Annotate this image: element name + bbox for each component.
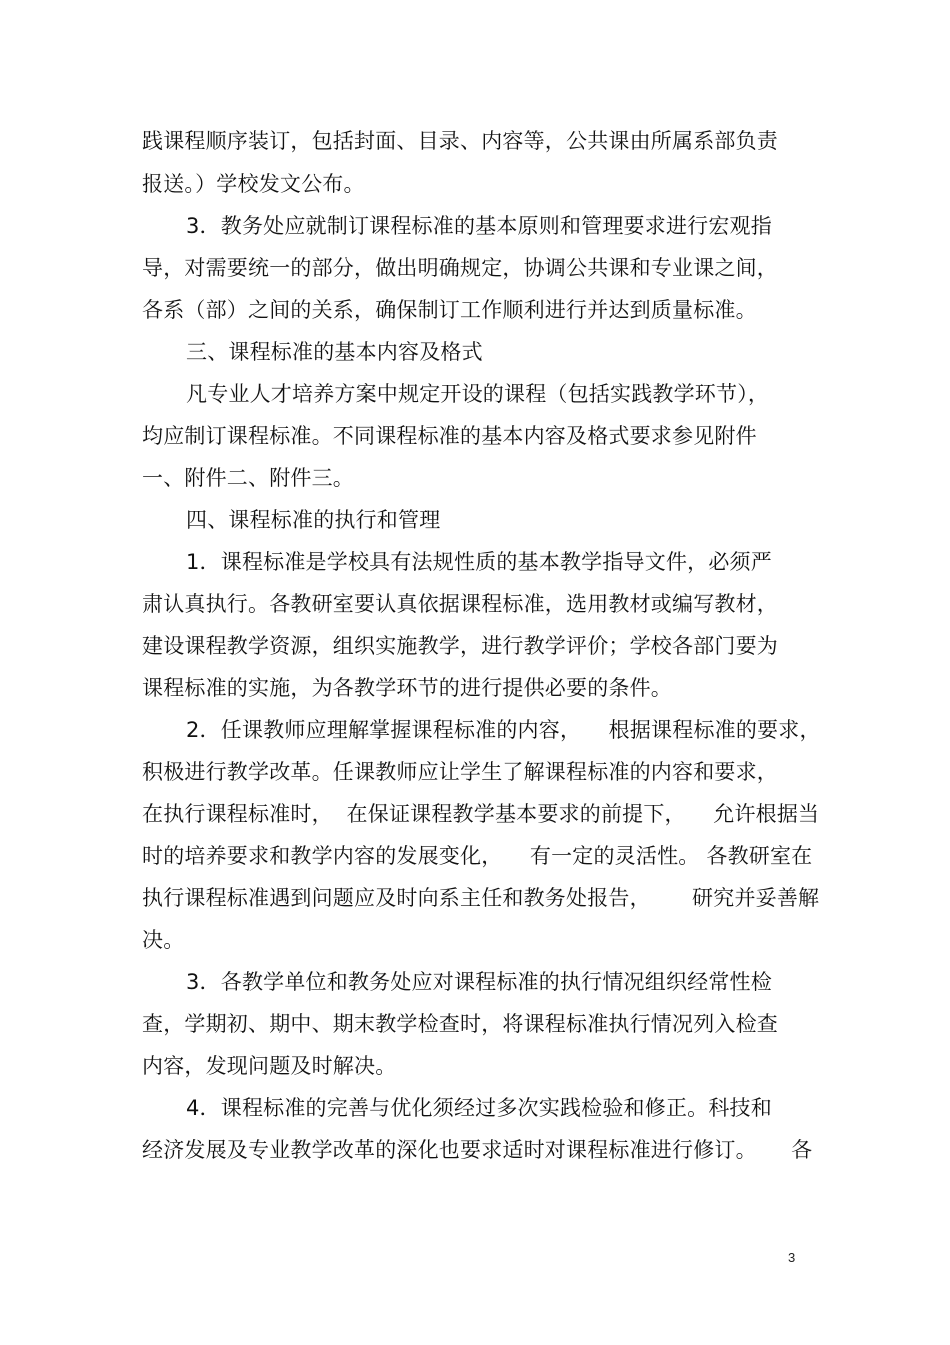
text-line: 肃认真执行。各教研室要认真依据课程标准，选用教材或编写教材， [142,592,778,616]
text-line: 报送。）学校发文公布。 [142,172,365,196]
text-line: 执行课程标准遇到问题应及时向系主任和教务处报告， 研究并妥善解 [142,886,820,910]
text-line: 经济发展及专业教学改革的深化也要求适时对课程标准进行修订。 各 [142,1138,813,1162]
text-line: 1．课程标准是学校具有法规性质的基本教学指导文件，必须严 [186,550,772,574]
text-line: 查，学期初、期中、期末教学检查时，将课程标准执行情况列入检查 [142,1012,778,1036]
section-heading: 四、课程标准的执行和管理 [186,508,441,532]
text-line: 4．课程标准的完善与优化须经过多次实践检验和修正。科技和 [186,1096,772,1120]
text-line: 3．各教学单位和教务处应对课程标准的执行情况组织经常性检 [186,970,772,994]
text-line: 时的培养要求和教学内容的发展变化， 有一定的灵活性。 各教研室在 [142,844,813,868]
text-line: 建设课程教学资源，组织实施教学，进行教学评价；学校各部门要为 [142,634,778,658]
text-line: 各系（部）之间的关系，确保制订工作顺利进行并达到质量标准。 [142,298,757,322]
text-line: 均应制订课程标准。不同课程标准的基本内容及格式要求参见附件 [142,424,757,448]
section-heading: 三、课程标准的基本内容及格式 [186,340,483,364]
text-line: 决。 [142,928,185,952]
text-line: 2．任课教师应理解掌握课程标准的内容， 根据课程标准的要求， [186,718,821,742]
text-line: 凡专业人才培养方案中规定开设的课程（包括实践教学环节）， [186,382,770,406]
text-line: 内容，发现问题及时解决。 [142,1054,397,1078]
text-line: 3．教务处应就制订课程标准的基本原则和管理要求进行宏观指 [186,214,772,238]
text-line: 在执行课程标准时， 在保证课程教学基本要求的前提下， 允许根据当 [142,802,820,826]
text-line: 导，对需要统一的部分，做出明确规定，协调公共课和专业课之间， [142,256,778,280]
text-line: 一、附件二、附件三。 [142,466,354,490]
text-line: 践课程顺序装订，包括封面、目录、内容等，公共课由所属系部负责 [142,129,778,153]
page-number: 3 [788,1250,796,1265]
text-line: 积极进行教学改革。任课教师应让学生了解课程标准的内容和要求， [142,760,778,784]
text-line: 课程标准的实施，为各教学环节的进行提供必要的条件。 [142,676,672,700]
